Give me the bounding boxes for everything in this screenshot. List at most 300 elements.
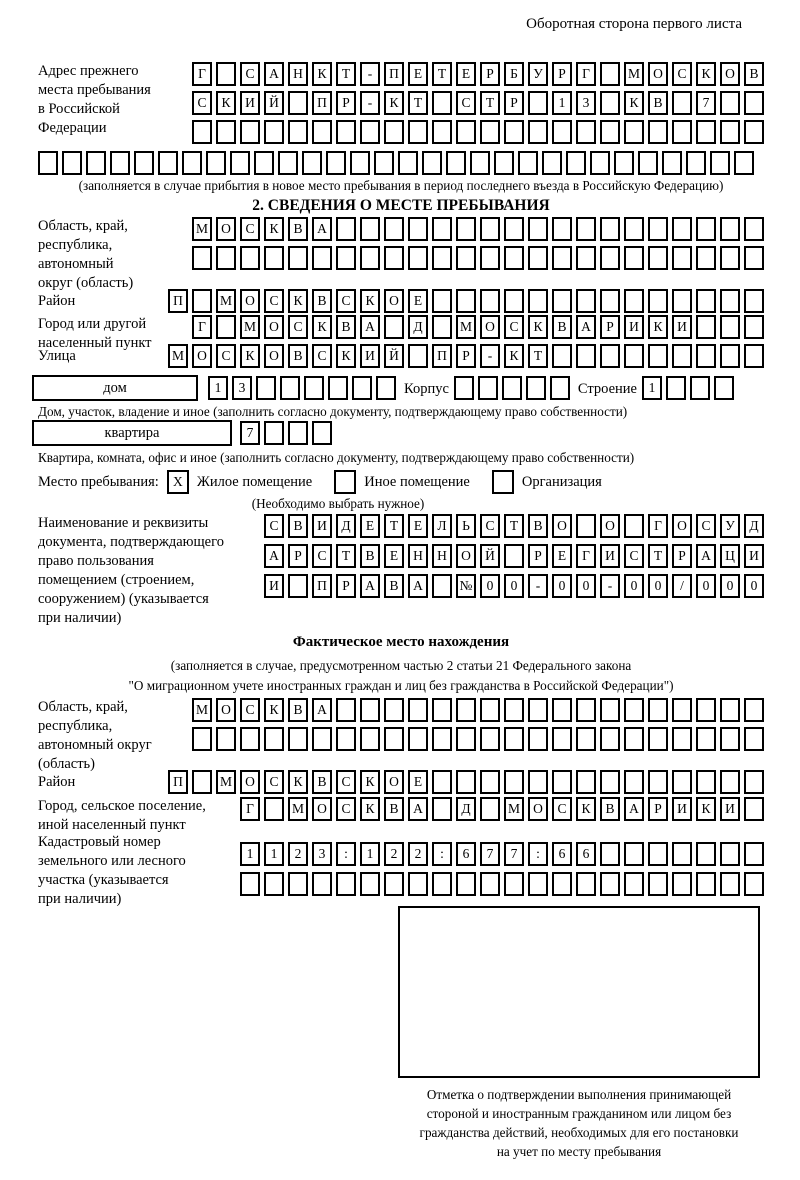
char-cell-filled[interactable]: Т [480,91,500,115]
char-cell-empty[interactable] [600,344,620,368]
char-cell-empty[interactable] [638,151,658,175]
char-cell-empty[interactable] [192,727,212,751]
char-cell-empty[interactable] [254,151,274,175]
char-cell-empty[interactable] [552,770,572,794]
char-cell-empty[interactable] [398,151,418,175]
char-cell-filled[interactable]: К [528,315,548,339]
char-cell-filled[interactable]: И [600,544,620,568]
char-cell-empty[interactable] [456,246,476,270]
char-cell-empty[interactable] [216,727,236,751]
char-cell-filled[interactable]: С [264,289,284,313]
char-cell-filled[interactable]: О [552,514,572,538]
char-cell-empty[interactable] [552,872,572,896]
char-cell-empty[interactable] [110,151,130,175]
char-cell-filled[interactable]: А [360,574,380,598]
char-cell-empty[interactable] [240,727,260,751]
char-cell-empty[interactable] [456,698,476,722]
char-cell-empty[interactable] [384,217,404,241]
stay-option-other-checkbox[interactable] [334,470,356,494]
char-cell-filled[interactable]: Г [192,315,212,339]
char-cell-empty[interactable] [432,315,452,339]
char-cell-filled[interactable]: 1 [642,376,662,400]
char-cell-empty[interactable] [360,120,380,144]
char-cell-filled[interactable]: 0 [696,574,716,598]
char-cell-empty[interactable] [408,727,428,751]
char-cell-filled[interactable]: 1 [360,842,380,866]
char-cell-empty[interactable] [192,289,212,313]
char-cell-filled[interactable]: Р [528,544,548,568]
char-cell-filled[interactable]: Т [384,514,404,538]
char-cell-empty[interactable] [350,151,370,175]
char-cell-filled[interactable]: К [384,91,404,115]
char-cell-filled[interactable]: - [360,62,380,86]
char-cell-empty[interactable] [690,376,710,400]
char-cell-filled[interactable]: Т [648,544,668,568]
char-cell-empty[interactable] [624,246,644,270]
char-cell-filled[interactable]: А [408,574,428,598]
char-cell-filled[interactable]: О [600,514,620,538]
char-cell-filled[interactable]: 7 [480,842,500,866]
char-cell-empty[interactable] [312,246,332,270]
char-cell-filled[interactable]: - [600,574,620,598]
char-cell-filled[interactable]: 2 [288,842,308,866]
char-cell-filled[interactable]: С [336,289,356,313]
char-cell-empty[interactable] [648,770,668,794]
char-cell-empty[interactable] [456,289,476,313]
char-cell-empty[interactable] [182,151,202,175]
char-cell-empty[interactable] [744,246,764,270]
char-cell-empty[interactable] [494,151,514,175]
char-cell-empty[interactable] [720,246,740,270]
char-cell-empty[interactable] [600,91,620,115]
char-cell-filled[interactable]: Р [336,91,356,115]
char-cell-empty[interactable] [504,120,524,144]
char-cell-empty[interactable] [38,151,58,175]
char-cell-filled[interactable]: О [192,344,212,368]
char-cell-empty[interactable] [576,217,596,241]
char-cell-filled[interactable]: А [360,315,380,339]
char-cell-filled[interactable]: А [576,315,596,339]
char-cell-filled[interactable]: С [240,62,260,86]
char-cell-empty[interactable] [384,246,404,270]
char-cell-empty[interactable] [256,376,276,400]
char-cell-empty[interactable] [216,120,236,144]
char-cell-filled[interactable]: М [456,315,476,339]
char-cell-filled[interactable]: М [288,797,308,821]
char-cell-filled[interactable]: 1 [240,842,260,866]
char-cell-filled[interactable]: 7 [504,842,524,866]
char-cell-filled[interactable]: И [672,315,692,339]
char-cell-filled[interactable]: Р [288,544,308,568]
char-cell-filled[interactable]: М [192,217,212,241]
char-cell-filled[interactable]: В [336,315,356,339]
char-cell-filled[interactable]: В [312,289,332,313]
char-cell-empty[interactable] [696,217,716,241]
char-cell-empty[interactable] [686,151,706,175]
char-cell-empty[interactable] [734,151,754,175]
char-cell-empty[interactable] [710,151,730,175]
char-cell-empty[interactable] [192,246,212,270]
char-cell-filled[interactable]: 7 [696,91,716,115]
char-cell-empty[interactable] [600,872,620,896]
char-cell-filled[interactable]: 0 [744,574,764,598]
char-cell-empty[interactable] [264,797,284,821]
char-cell-empty[interactable] [478,376,498,400]
char-cell-empty[interactable] [336,872,356,896]
char-cell-filled[interactable]: К [288,770,308,794]
char-cell-filled[interactable]: Н [288,62,308,86]
char-cell-filled[interactable]: М [192,698,212,722]
char-cell-empty[interactable] [504,872,524,896]
char-cell-filled[interactable]: К [360,289,380,313]
char-cell-filled[interactable]: А [696,544,716,568]
char-cell-empty[interactable] [552,120,572,144]
char-cell-empty[interactable] [480,797,500,821]
char-cell-filled[interactable]: К [240,344,260,368]
char-cell-empty[interactable] [360,217,380,241]
char-cell-empty[interactable] [614,151,634,175]
char-cell-empty[interactable] [360,246,380,270]
char-cell-empty[interactable] [672,727,692,751]
char-cell-filled[interactable]: 2 [408,842,428,866]
char-cell-filled[interactable]: А [408,797,428,821]
char-cell-empty[interactable] [600,217,620,241]
char-cell-filled[interactable]: Р [336,574,356,598]
char-cell-empty[interactable] [696,289,716,313]
char-cell-filled[interactable]: К [360,797,380,821]
char-cell-filled[interactable]: С [312,544,332,568]
char-cell-filled[interactable]: А [264,62,284,86]
char-cell-empty[interactable] [446,151,466,175]
char-cell-empty[interactable] [648,842,668,866]
char-cell-empty[interactable] [542,151,562,175]
char-cell-filled[interactable]: В [384,797,404,821]
char-cell-filled[interactable]: Й [480,544,500,568]
char-cell-empty[interactable] [576,344,596,368]
char-cell-filled[interactable]: А [624,797,644,821]
char-cell-empty[interactable] [576,246,596,270]
char-cell-empty[interactable] [600,842,620,866]
char-cell-empty[interactable] [528,289,548,313]
char-cell-empty[interactable] [422,151,442,175]
char-cell-empty[interactable] [264,727,284,751]
char-cell-empty[interactable] [408,344,428,368]
char-cell-filled[interactable]: К [264,217,284,241]
char-cell-filled[interactable]: С [288,315,308,339]
char-cell-filled[interactable]: Е [456,62,476,86]
char-cell-filled[interactable]: Р [600,315,620,339]
char-cell-empty[interactable] [624,514,644,538]
char-cell-empty[interactable] [376,376,396,400]
char-cell-filled[interactable]: Р [552,62,572,86]
char-cell-empty[interactable] [624,842,644,866]
char-cell-filled[interactable]: - [528,574,548,598]
char-cell-empty[interactable] [696,246,716,270]
char-cell-empty[interactable] [336,246,356,270]
char-cell-empty[interactable] [744,872,764,896]
char-cell-filled[interactable]: М [240,315,260,339]
char-cell-empty[interactable] [662,151,682,175]
char-cell-filled[interactable]: В [384,574,404,598]
char-cell-empty[interactable] [600,289,620,313]
char-cell-empty[interactable] [288,574,308,598]
char-cell-filled[interactable]: О [384,770,404,794]
char-cell-empty[interactable] [576,698,596,722]
char-cell-empty[interactable] [552,727,572,751]
char-cell-empty[interactable] [480,289,500,313]
char-cell-empty[interactable] [648,698,668,722]
char-cell-empty[interactable] [264,421,284,445]
char-cell-empty[interactable] [288,872,308,896]
char-cell-filled[interactable]: В [360,544,380,568]
char-cell-empty[interactable] [504,246,524,270]
char-cell-filled[interactable]: П [384,62,404,86]
char-cell-filled[interactable]: В [552,315,572,339]
char-cell-empty[interactable] [672,246,692,270]
char-cell-empty[interactable] [86,151,106,175]
char-cell-filled[interactable]: 0 [480,574,500,598]
char-cell-filled[interactable]: О [240,770,260,794]
char-cell-empty[interactable] [432,91,452,115]
char-cell-filled[interactable]: Д [456,797,476,821]
char-cell-filled[interactable]: Р [672,544,692,568]
char-cell-filled[interactable]: Н [432,544,452,568]
char-cell-empty[interactable] [744,289,764,313]
char-cell-empty[interactable] [600,727,620,751]
char-cell-filled[interactable]: К [336,344,356,368]
char-cell-filled[interactable]: 6 [576,842,596,866]
char-cell-empty[interactable] [408,217,428,241]
char-cell-empty[interactable] [624,217,644,241]
char-cell-filled[interactable]: 6 [456,842,476,866]
char-cell-filled[interactable]: О [240,289,260,313]
char-cell-filled[interactable]: № [456,574,476,598]
char-cell-empty[interactable] [624,120,644,144]
char-cell-empty[interactable] [624,344,644,368]
char-cell-empty[interactable] [470,151,490,175]
char-cell-filled[interactable]: У [528,62,548,86]
char-cell-empty[interactable] [216,62,236,86]
char-cell-empty[interactable] [432,872,452,896]
char-cell-empty[interactable] [720,727,740,751]
char-cell-empty[interactable] [744,770,764,794]
char-cell-empty[interactable] [504,770,524,794]
char-cell-empty[interactable] [432,289,452,313]
char-cell-filled[interactable]: Е [408,289,428,313]
char-cell-filled[interactable]: Н [408,544,428,568]
char-cell-empty[interactable] [672,217,692,241]
char-cell-empty[interactable] [648,289,668,313]
stay-option-organization-checkbox[interactable] [492,470,514,494]
char-cell-empty[interactable] [312,727,332,751]
char-cell-empty[interactable] [480,246,500,270]
char-cell-filled[interactable]: В [648,91,668,115]
char-cell-filled[interactable]: К [360,770,380,794]
char-cell-empty[interactable] [624,770,644,794]
char-cell-empty[interactable] [666,376,686,400]
char-cell-empty[interactable] [672,344,692,368]
char-cell-empty[interactable] [648,344,668,368]
char-cell-filled[interactable]: Т [504,514,524,538]
char-cell-filled[interactable]: Т [528,344,548,368]
char-cell-filled[interactable]: М [168,344,188,368]
char-cell-empty[interactable] [326,151,346,175]
char-cell-empty[interactable] [672,289,692,313]
char-cell-filled[interactable]: И [264,574,284,598]
char-cell-filled[interactable]: С [264,770,284,794]
char-cell-filled[interactable]: Е [384,544,404,568]
char-cell-empty[interactable] [432,797,452,821]
char-cell-empty[interactable] [280,376,300,400]
char-cell-filled[interactable]: С [696,514,716,538]
char-cell-filled[interactable]: А [312,698,332,722]
char-cell-empty[interactable] [504,217,524,241]
char-cell-empty[interactable] [576,872,596,896]
char-cell-empty[interactable] [624,727,644,751]
char-cell-filled[interactable]: А [264,544,284,568]
char-cell-filled[interactable]: О [312,797,332,821]
char-cell-filled[interactable]: И [360,344,380,368]
char-cell-filled[interactable]: И [744,544,764,568]
char-cell-filled[interactable]: П [312,574,332,598]
char-cell-empty[interactable] [744,698,764,722]
char-cell-filled[interactable]: 0 [552,574,572,598]
char-cell-filled[interactable]: Й [264,91,284,115]
char-cell-filled[interactable]: С [456,91,476,115]
char-cell-empty[interactable] [288,727,308,751]
char-cell-empty[interactable] [408,120,428,144]
char-cell-empty[interactable] [432,217,452,241]
char-cell-filled[interactable]: Д [744,514,764,538]
char-cell-empty[interactable] [312,421,332,445]
char-cell-empty[interactable] [288,246,308,270]
char-cell-filled[interactable]: С [240,217,260,241]
char-cell-empty[interactable] [720,872,740,896]
char-cell-empty[interactable] [312,120,332,144]
char-cell-filled[interactable]: Г [240,797,260,821]
char-cell-empty[interactable] [288,421,308,445]
char-cell-filled[interactable]: О [720,62,740,86]
char-cell-filled[interactable]: В [600,797,620,821]
char-cell-empty[interactable] [600,62,620,86]
char-cell-empty[interactable] [432,727,452,751]
char-cell-filled[interactable]: Г [576,62,596,86]
char-cell-empty[interactable] [566,151,586,175]
char-cell-empty[interactable] [432,574,452,598]
char-cell-empty[interactable] [352,376,372,400]
char-cell-filled[interactable]: П [168,770,188,794]
char-cell-filled[interactable]: : [432,842,452,866]
char-cell-empty[interactable] [720,842,740,866]
char-cell-filled[interactable]: Ь [456,514,476,538]
char-cell-empty[interactable] [240,120,260,144]
char-cell-filled[interactable]: 3 [312,842,332,866]
char-cell-empty[interactable] [590,151,610,175]
char-cell-filled[interactable]: М [216,289,236,313]
char-cell-filled[interactable]: Т [408,91,428,115]
char-cell-empty[interactable] [672,698,692,722]
char-cell-empty[interactable] [720,289,740,313]
char-cell-empty[interactable] [384,315,404,339]
char-cell-filled[interactable]: С [312,344,332,368]
char-cell-filled[interactable]: Р [504,91,524,115]
char-cell-empty[interactable] [696,872,716,896]
char-cell-filled[interactable]: О [480,315,500,339]
char-cell-filled[interactable]: К [216,91,236,115]
char-cell-empty[interactable] [696,842,716,866]
char-cell-filled[interactable]: К [312,62,332,86]
char-cell-empty[interactable] [504,698,524,722]
char-cell-empty[interactable] [336,217,356,241]
char-cell-filled[interactable]: К [504,344,524,368]
char-cell-empty[interactable] [720,344,740,368]
char-cell-filled[interactable]: Е [360,514,380,538]
char-cell-filled[interactable]: 1 [264,842,284,866]
char-cell-filled[interactable]: А [312,217,332,241]
char-cell-filled[interactable]: С [336,770,356,794]
char-cell-empty[interactable] [240,246,260,270]
char-cell-empty[interactable] [374,151,394,175]
char-cell-empty[interactable] [600,770,620,794]
char-cell-filled[interactable]: 2 [384,842,404,866]
char-cell-empty[interactable] [696,344,716,368]
char-cell-filled[interactable]: О [456,544,476,568]
char-cell-empty[interactable] [744,91,764,115]
char-cell-empty[interactable] [504,727,524,751]
char-cell-filled[interactable]: : [336,842,356,866]
char-cell-empty[interactable] [480,727,500,751]
char-cell-empty[interactable] [576,514,596,538]
char-cell-filled[interactable]: 7 [240,421,260,445]
char-cell-empty[interactable] [600,120,620,144]
char-cell-filled[interactable]: 1 [208,376,228,400]
char-cell-filled[interactable]: С [480,514,500,538]
char-cell-filled[interactable]: М [216,770,236,794]
char-cell-filled[interactable]: О [216,698,236,722]
char-cell-filled[interactable]: Т [432,62,452,86]
char-cell-empty[interactable] [576,727,596,751]
char-cell-filled[interactable]: К [576,797,596,821]
char-cell-empty[interactable] [600,698,620,722]
char-cell-empty[interactable] [480,872,500,896]
char-cell-filled[interactable]: С [240,698,260,722]
char-cell-filled[interactable]: И [624,315,644,339]
char-cell-empty[interactable] [264,120,284,144]
char-cell-empty[interactable] [408,698,428,722]
char-cell-empty[interactable] [648,217,668,241]
char-cell-empty[interactable] [720,91,740,115]
char-cell-filled[interactable]: О [264,315,284,339]
char-cell-filled[interactable]: К [624,91,644,115]
char-cell-filled[interactable]: / [672,574,692,598]
char-cell-filled[interactable]: Е [408,62,428,86]
char-cell-empty[interactable] [648,872,668,896]
char-cell-filled[interactable]: С [264,514,284,538]
char-cell-filled[interactable]: Й [384,344,404,368]
char-cell-empty[interactable] [480,770,500,794]
char-cell-empty[interactable] [456,120,476,144]
char-cell-empty[interactable] [288,120,308,144]
char-cell-empty[interactable] [624,289,644,313]
char-cell-filled[interactable]: К [696,797,716,821]
char-cell-empty[interactable] [360,872,380,896]
char-cell-filled[interactable]: 0 [576,574,596,598]
char-cell-filled[interactable]: С [624,544,644,568]
char-cell-filled[interactable]: О [528,797,548,821]
char-cell-empty[interactable] [502,376,522,400]
char-cell-filled[interactable]: К [648,315,668,339]
char-cell-empty[interactable] [552,217,572,241]
